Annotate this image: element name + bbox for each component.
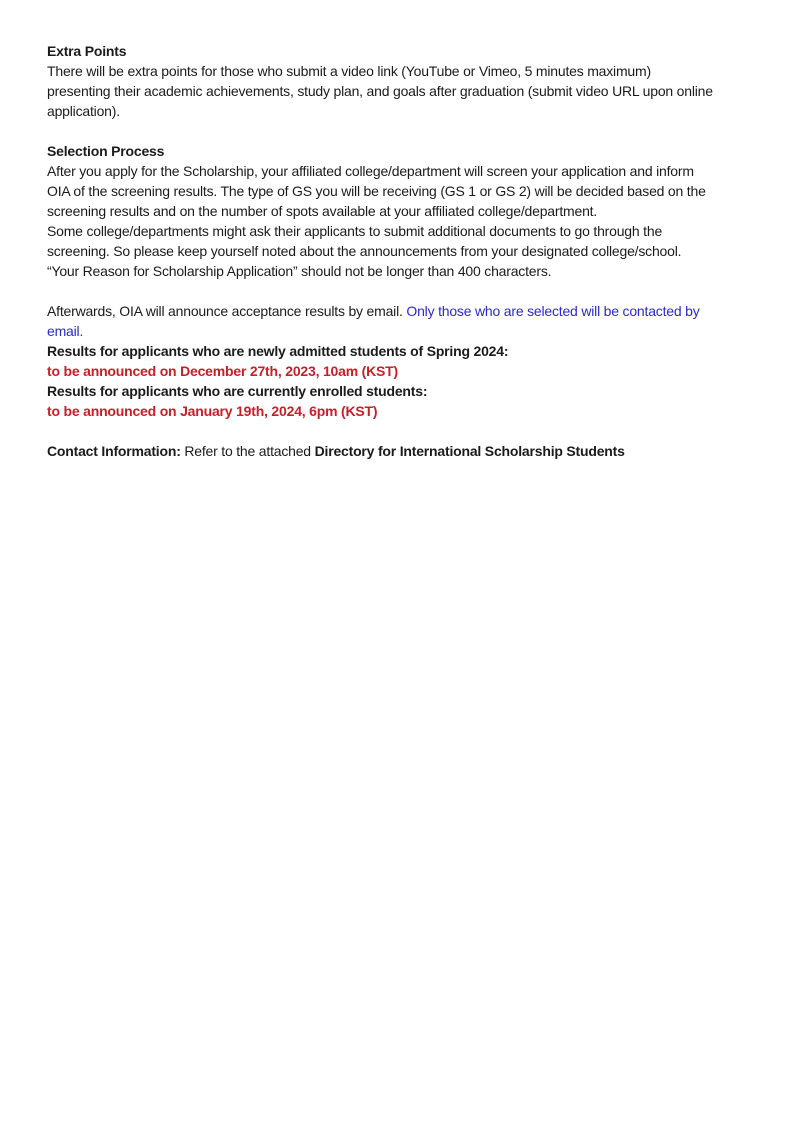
results-announce-blue: Only those who are selected will be contacted by: [406, 303, 700, 319]
results-announce-black: Afterwards, OIA will announce acceptance results by email.: [47, 303, 407, 319]
results-new-students-label: Results for applicants who are newly admitted students of Spring 2024:: [47, 343, 509, 359]
extra-points-heading: Extra Points: [47, 43, 127, 59]
selection-process-line-1: After you apply for the Scholarship, your affiliated college/department will screen your application and inform: [47, 163, 694, 179]
selection-process-line-6: “Your Reason for Scholarship Application” should not be longer than 400 characters.: [47, 263, 552, 279]
contact-information-middle: Refer to the attached: [180, 443, 315, 459]
selection-process-line-4: Some college/departments might ask their applicants to submit additional documents to go through the: [47, 223, 663, 239]
extra-points-line-3: application).: [47, 103, 120, 119]
document-content: [47, 41, 787, 461]
results-announce-line-1: [47, 301, 787, 321]
selection-process-line-3: screening results and on the number of spots available at your affiliated college/department.: [47, 203, 598, 219]
results-announce-line-2: email.: [47, 323, 84, 339]
paragraph-spacer: [47, 281, 787, 301]
paragraph-spacer: [47, 421, 787, 441]
extra-points-line-2: presenting their academic achievements, study plan, and goals after graduation (submit video URL upon online: [47, 83, 713, 99]
selection-process-line-5: screening. So please keep yourself noted about the announcements from your designated college/school.: [47, 243, 682, 259]
results-enrolled-students-date: to be announced on January 19th, 2024, 6pm (KST): [47, 403, 378, 419]
selection-process-line-2: OIA of the screening results. The type of GS you will be receiving (GS 1 or GS 2) will be decided based on the: [47, 183, 706, 199]
contact-attachment-name: Directory for International Scholarship Students: [314, 443, 625, 459]
contact-information-label: Contact Information:: [47, 443, 181, 459]
selection-process-heading: Selection Process: [47, 143, 165, 159]
extra-points-line-1: There will be extra points for those who submit a video link (YouTube or Vimeo, 5 minutes maximum): [47, 63, 651, 79]
paragraph-spacer: [47, 121, 787, 141]
contact-information-line: [47, 441, 787, 461]
results-new-students-date: to be announced on December 27th, 2023, 10am (KST): [47, 363, 398, 379]
results-enrolled-students-label: Results for applicants who are currently enrolled students:: [47, 383, 428, 399]
